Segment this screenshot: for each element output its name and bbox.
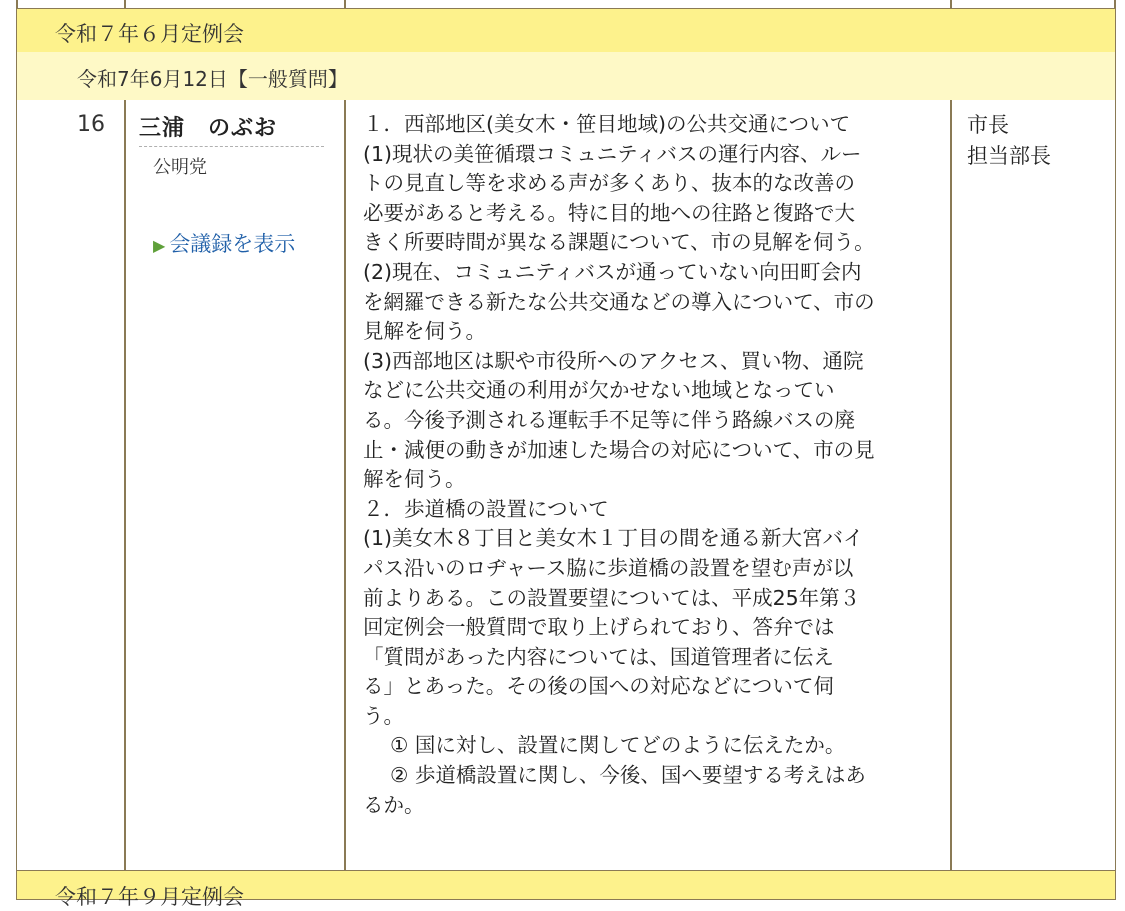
member-name: 三浦 のぶお bbox=[139, 116, 278, 141]
question-line: トの見直し等を求める声が多くあり、抜本的な改善の bbox=[363, 171, 855, 196]
question-line: 「質問があった内容については、国道管理者に伝え bbox=[363, 644, 834, 669]
party-name: 公明党 bbox=[153, 157, 207, 178]
question-line: (2)現在、コミュニティバスが通っていない向田町会内 bbox=[363, 259, 862, 284]
question-line: (3)西部地区は駅や市役所へのアクセス、買い物、通院 bbox=[363, 348, 864, 373]
column-divider bbox=[124, 100, 126, 871]
view-minutes-label: 会議録を表示 bbox=[169, 232, 296, 256]
prev-row-divider bbox=[124, 0, 126, 8]
question-entry-row bbox=[16, 100, 1116, 871]
respondent: 担当部長 bbox=[967, 144, 1051, 168]
date-title: 令和7年6月12日【一般質問】 bbox=[77, 67, 348, 91]
next-session-title: 令和７年９月定例会 bbox=[55, 885, 244, 909]
question-line: う。 bbox=[363, 703, 404, 728]
question-line: る」とあった。その後の国への対応などについて伺 bbox=[363, 674, 834, 699]
name-separator bbox=[139, 146, 324, 147]
session-title: 令和７年６月定例会 bbox=[55, 22, 244, 46]
prev-row-divider bbox=[16, 0, 18, 8]
question-line: を網羅できる新たな公共交通などの導入について、市の bbox=[363, 289, 875, 314]
question-line: パス沿いのロヂャース脇に歩道橋の設置を望む声が以 bbox=[363, 555, 854, 580]
question-line: ① 国に対し、設置に関してどのように伝えたか。 bbox=[363, 733, 846, 758]
prev-row-divider bbox=[950, 0, 952, 8]
question-line: (1)美女木８丁目と美女木１丁目の間を通る新大宮バイ bbox=[363, 526, 864, 551]
question-line: る。今後予測される運転手不足等に伴う路線バスの廃 bbox=[363, 407, 855, 432]
column-divider bbox=[344, 100, 346, 871]
next-session-header-row bbox=[16, 870, 1116, 909]
question-line: ② 歩道橋設置に関し、今後、国へ要望する考えはあ bbox=[363, 763, 866, 788]
date-header-row bbox=[16, 52, 1116, 101]
triangle-right-icon: ▶ bbox=[153, 236, 166, 255]
question-line: 止・減便の動きが加速した場合の対応について、市の見 bbox=[363, 437, 875, 462]
question-line: 見解を伺う。 bbox=[363, 319, 486, 344]
respondents bbox=[967, 110, 1051, 172]
respondent: 市長 bbox=[967, 113, 1009, 137]
question-line: などに公共交通の利用が欠かせない地域となってい bbox=[363, 378, 835, 403]
entry-number: 16 bbox=[77, 112, 105, 137]
question-line: １．西部地区(美女木・笹目地域)の公共交通について bbox=[363, 112, 851, 136]
question-content bbox=[363, 110, 963, 820]
prev-row-divider bbox=[1114, 0, 1116, 8]
question-line: 回定例会一般質問で取り上げられており、答弁では bbox=[363, 615, 835, 640]
question-line: 前よりある。この設置要望については、平成25年第３ bbox=[363, 585, 861, 610]
session-header-row bbox=[16, 8, 1116, 53]
question-line: ２．歩道橋の設置について bbox=[363, 496, 609, 521]
prev-row-divider bbox=[344, 0, 346, 8]
question-line: 解を伺う。 bbox=[363, 467, 466, 492]
view-minutes-link[interactable] bbox=[153, 228, 295, 258]
question-line: るか。 bbox=[363, 792, 425, 817]
question-line: 必要があると考える。特に目的地への往路と復路で大 bbox=[363, 200, 855, 225]
question-line: きく所要時間が異なる課題について、市の見解を伺う。 bbox=[363, 230, 875, 255]
question-line: (1)現状の美笹循環コミュニティバスの運行内容、ルー bbox=[363, 141, 862, 166]
